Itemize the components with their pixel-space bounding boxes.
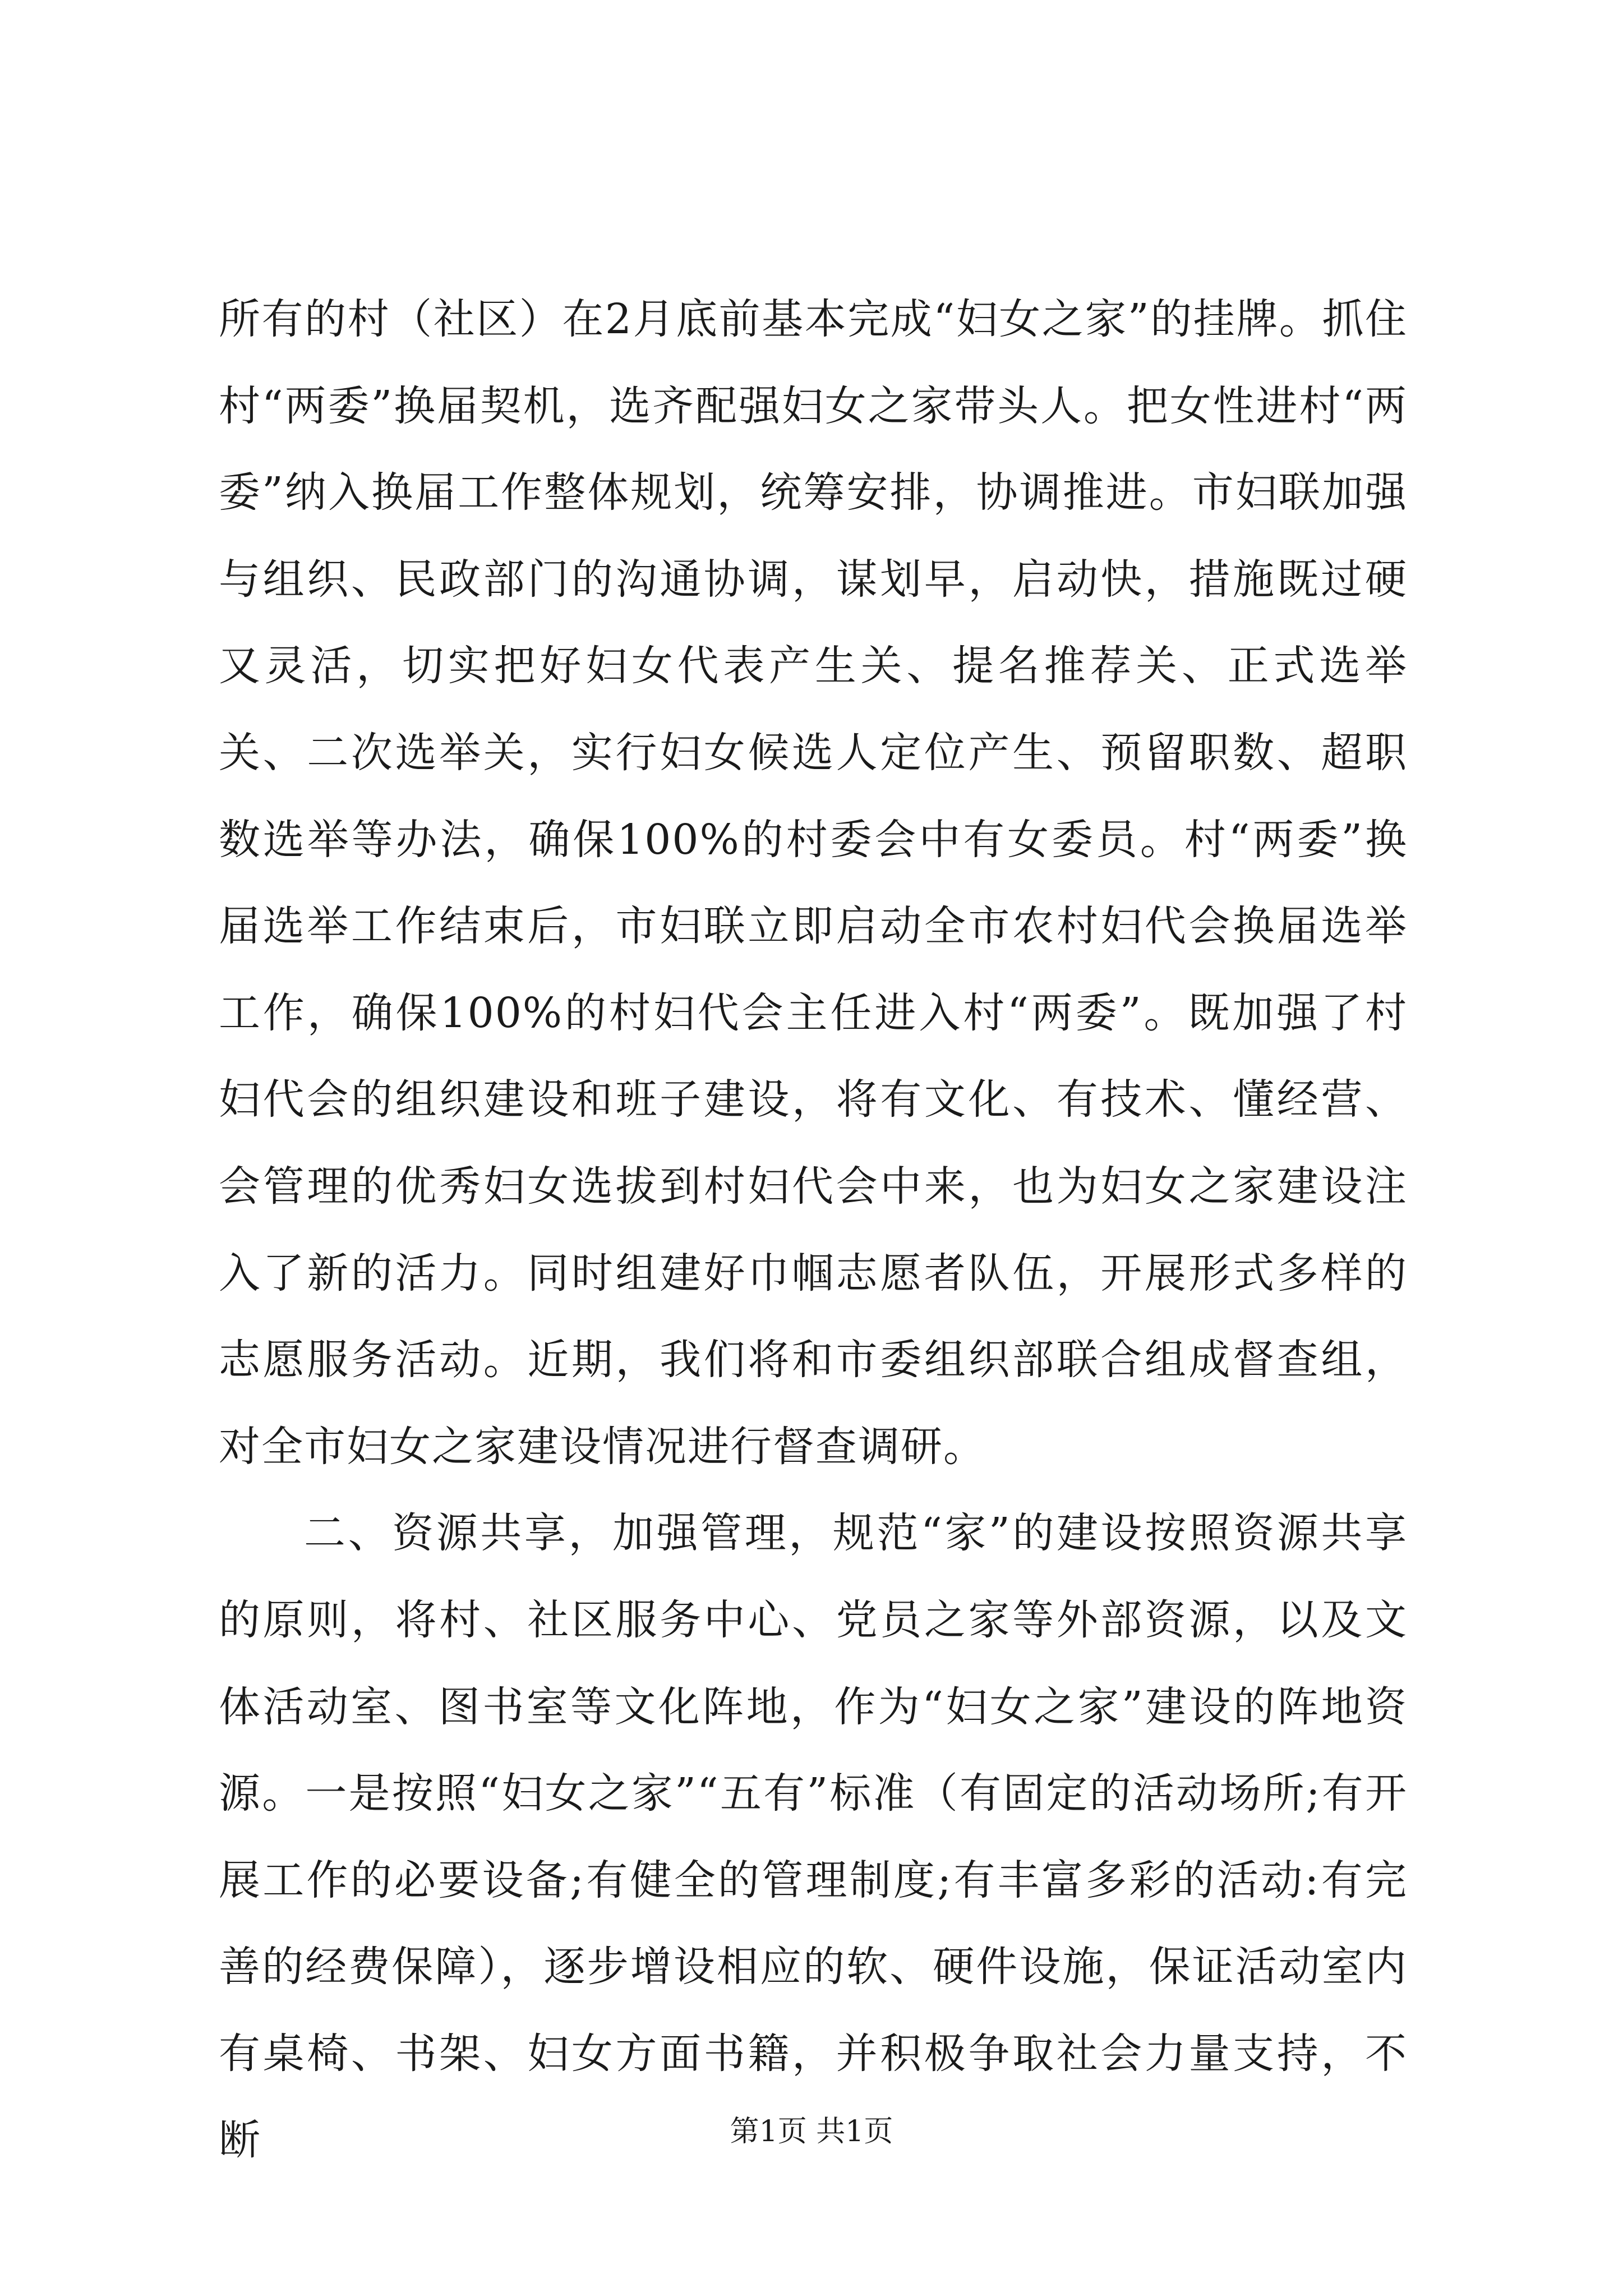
paragraph-section-two: 二、资源共享，加强管理，规范“家”的建设按照资源共享的原则，将村、社区服务中心、党员之家等外部资源，以及文体活动室、图书室等文化阵地，作为“妇女之家”建设的阵地资源。一是按照“妇女之家”“五有”标准（有固定的活动场所;有开展工作的必要设备;有健全的管理制度;有丰富多彩的活动:有完善的经费保障），逐步增设相应的软、硬件设施，保证活动室内有桌椅、书架、妇女方面书籍，并积极争取社会力量支持，不断 [219, 1509, 1408, 2165]
page-footer: 第1页 共1页 [730, 2115, 893, 2148]
document-body [219, 276, 1408, 2184]
paragraph-continuation: 所有的村（社区）在2月底前基本完成“妇女之家”的挂牌。抓住村“两委”换届契机，选齐配强妇女之家带头人。把女性进村“两委”纳入换届工作整体规划，统筹安排，协调推进。市妇联加强与组织、民政部门的沟通协调，谋划早，启动快，措施既过硬又灵活，切实把好妇女代表产生关、提名推荐关、正式选举关、二次选举关，实行妇女候选人定位产生、预留职数、超职数选举等办法，确保100%的村委会中有女委员。村“两委”换届选举工作结束后，市妇联立即启动全市农村妇代会换届选举工作，确保100%的村妇代会主任进入村“两委”。既加强了村妇代会的组织建设和班子建设，将有文化、有技术、懂经营、会管理的优秀妇女选拔到村妇代会中来，也为妇女之家建设注入了新的活力。同时组建好巾帼志愿者队伍，开展形式多样的志愿服务活动。近期，我们将和市委组织部联合组成督查组，对全市妇女之家建设情况进行督查调研。 [219, 295, 1408, 1471]
